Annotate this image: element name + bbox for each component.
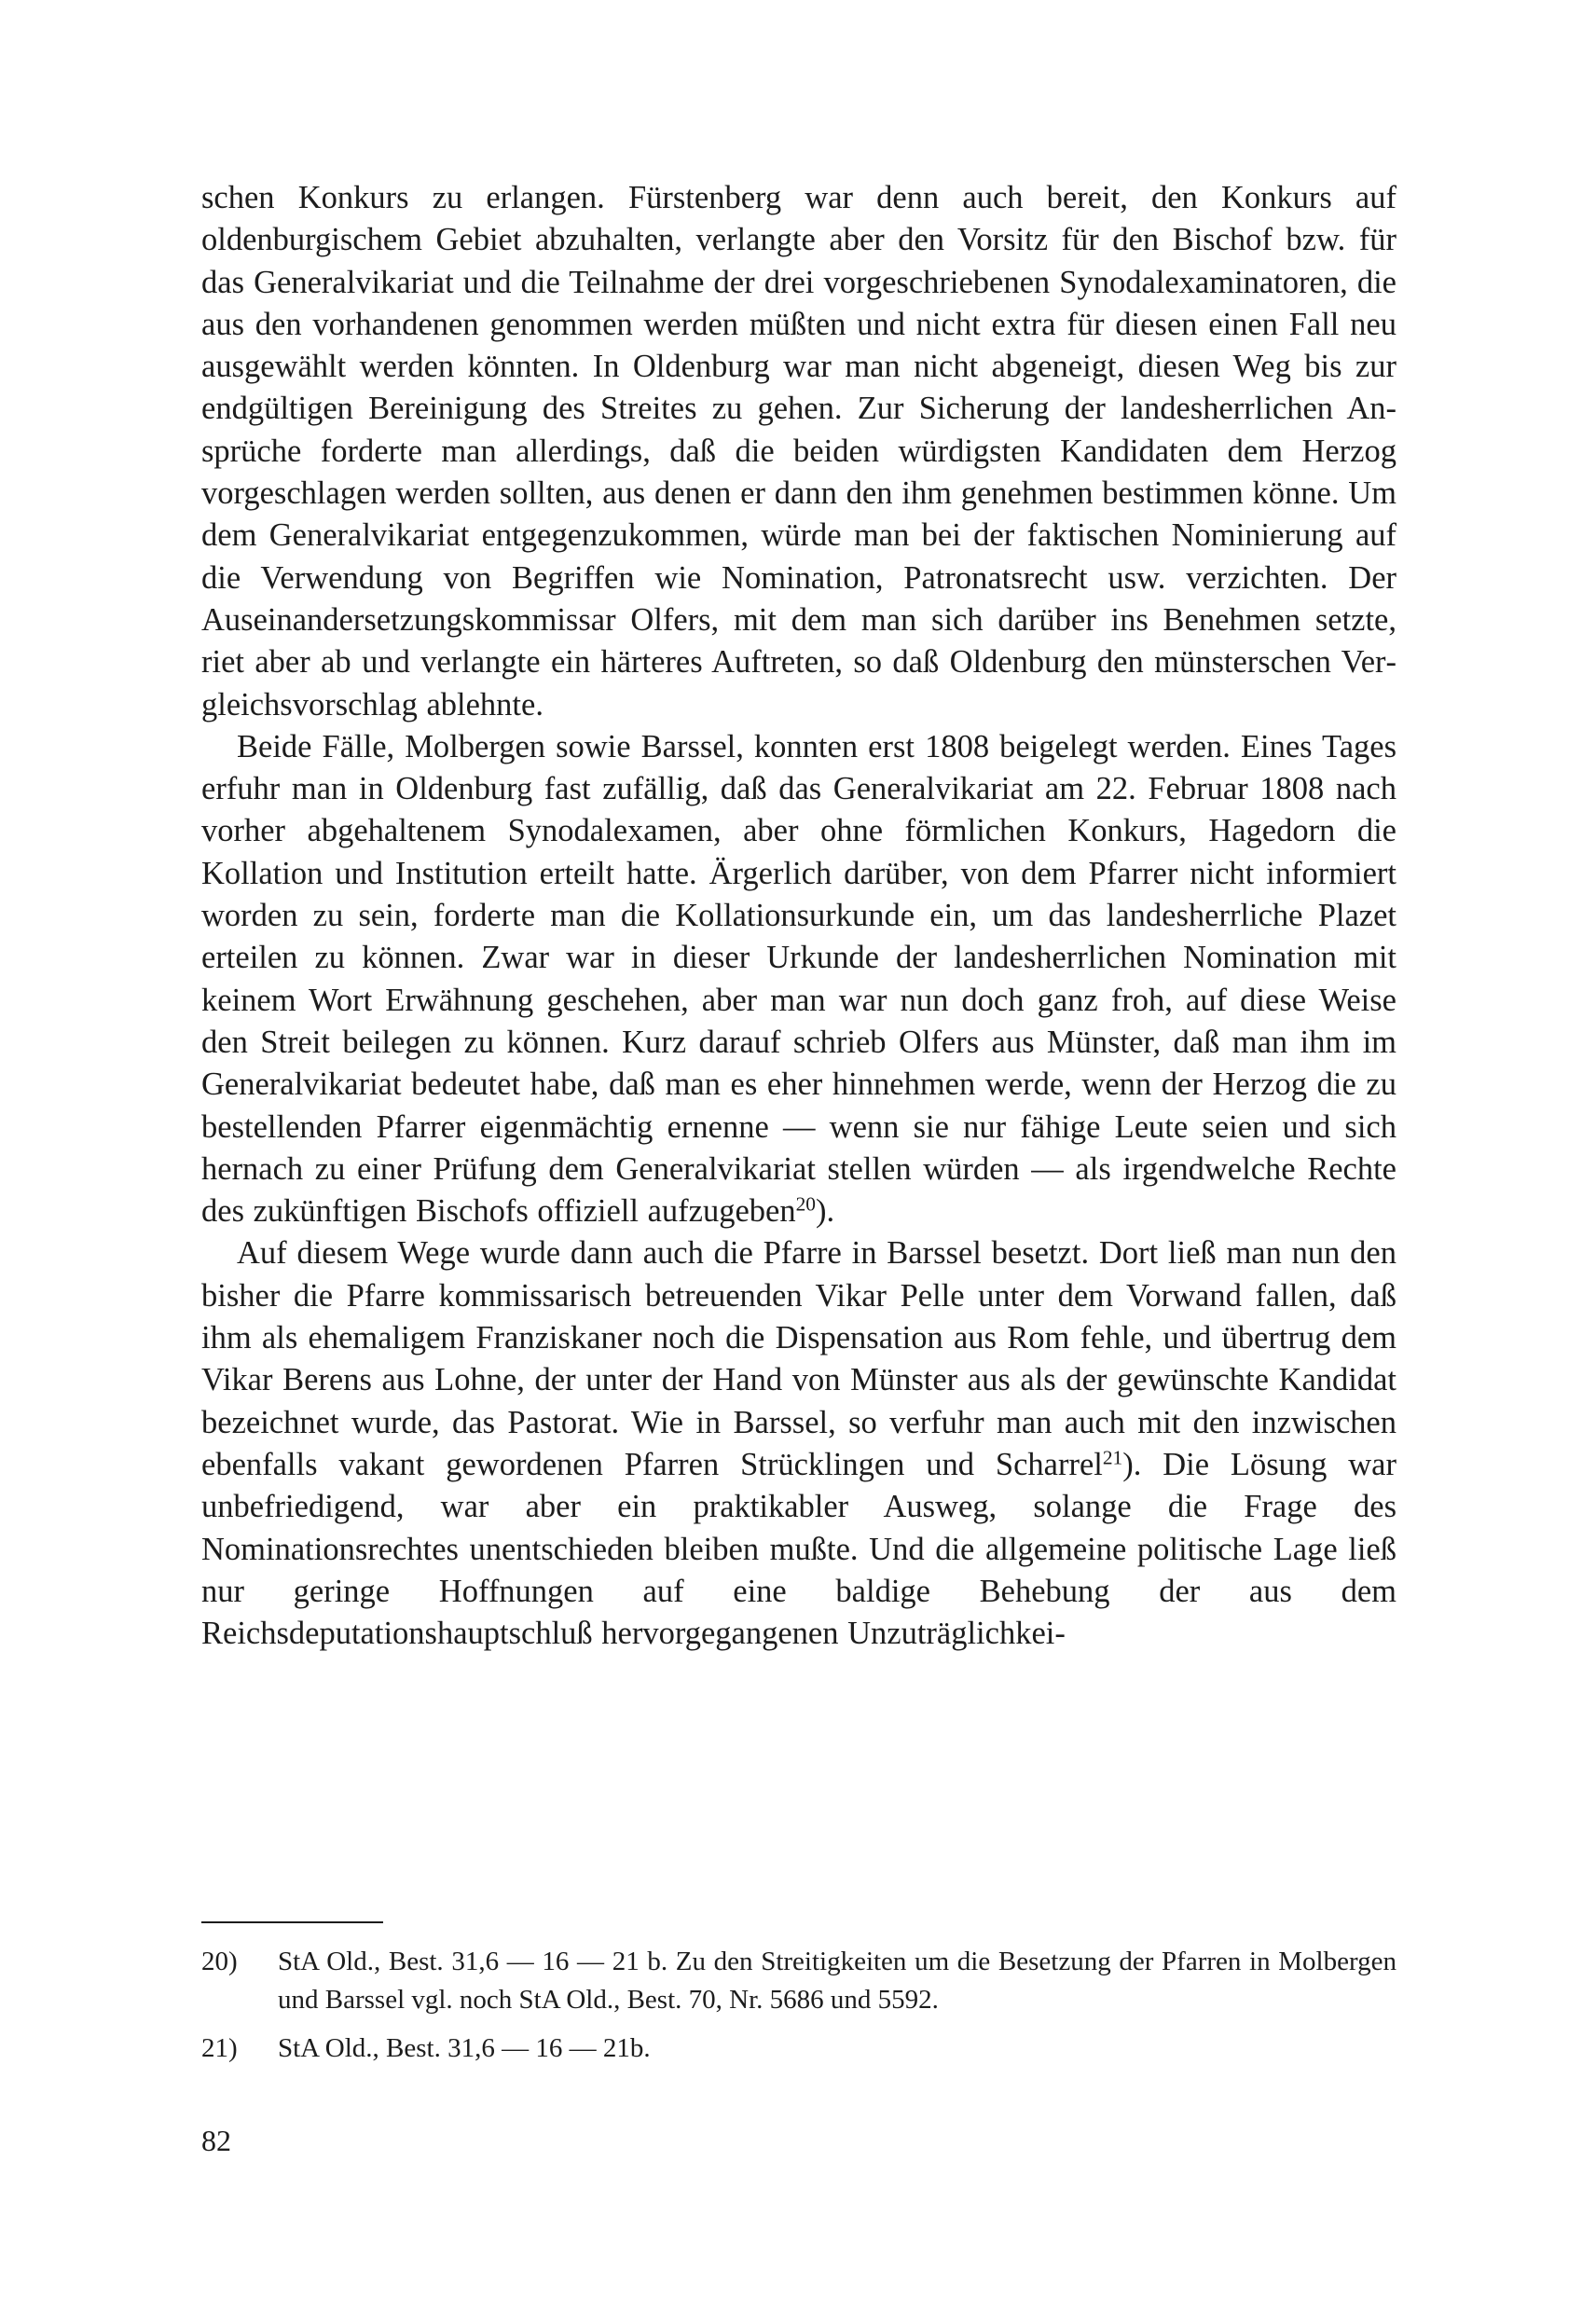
page-body: [201, 177, 1396, 1655]
paragraph-3: [201, 1232, 1396, 1655]
page-number: 82: [201, 2124, 231, 2157]
footnotes: [201, 1943, 1396, 2079]
footnote-text: StA Old., Best. 31,6 — 16 — 21b.: [278, 2033, 651, 2063]
footnote-ref-20: 20: [795, 1192, 816, 1216]
footnote-20: [201, 1943, 1396, 2018]
footnote-separator: [201, 1921, 383, 1923]
paragraph-1: schen Konkurs zu erlangen. Fürstenberg war denn auch bereit, den Konkurs auf oldenburgischem Gebiet abzuhalten, verlangte aber den Vorsitz für den Bischof bzw. für das Generalvikariat und die Teilnahme der drei vorgeschriebenen Synodalexaminatoren, die aus den vorhandenen genommen werden müßten und nicht extra für diesen einen Fall neu ausgewählt werden könnten. In Oldenburg war man nicht abgeneigt, diesen Weg bis zur endgültigen Bereinigung des Streites zu gehen. Zur Sicherung der landesherrlichen Ansprüche forderte man allerdings, daß die beiden würdigsten Kandidaten dem Herzog vorgeschlagen werden sollten, aus denen er dann den ihm genehmen bestimmen könne. Um dem Generalvikariat entgegenzukommen, würde man bei der faktischen Nominierung auf die Verwendung von Begriffen wie Nomination, Patronatsrecht usw. verzichten. Der Auseinandersetzungskommissar Olfers, mit dem man sich darüber ins Benehmen setzte, riet aber ab und verlangte ein härteres Auftreten, so daß Oldenburg den münsterschen Vergleichsvorschlag ablehnte.: [201, 180, 1396, 722]
footnote-21: [201, 2030, 1396, 2068]
footnote-number: 20): [201, 1947, 238, 1976]
paragraph-2-end: ).: [815, 1193, 835, 1230]
paragraph-2-text: Beide Fälle, Molbergen sowie Barssel, konnten erst 1808 beigelegt werden. Eines Tages erfuhr man in Oldenburg fast zufällig, daß das Generalvikariat am 22. Februar 1808 nach vorher abgehaltenem Synodalexamen, aber ohne förmlichen Konkurs, Hagedorn die Kollation und Institution erteilt hatte. Ärgerlich darüber, von dem Pfarrer nicht informiert worden zu sein, forderte man die Kollationsurkunde ein, um das landesherrliche Plazet erteilen zu können. Zwar war in dieser Urkunde der landesherrlichen Nomination mit keinem Wort Erwähnung geschehen, aber man war nun doch ganz froh, auf diese Weise den Streit beilegen zu können. Kurz darauf schrieb Olfers aus Münster, daß man ihm im Generalvikariat bedeutet habe, daß man es eher hinnehmen werde, wenn der Herzog die zu bestellenden Pfarrer eigenmächtig ernenne — wenn sie nur fähige Leute seien und sich hernach zu einer Prüfung dem Generalvikariat stellen würden — als irgendwelche Rechte des zukünftigen Bischofs offiziell aufzugeben: [201, 728, 1396, 1230]
paragraph-3-end: ). Die Lösung war unbefriedigend, war aber ein praktikabler Ausweg, solange die Frage des Nominationsrechtes unentschieden bleiben mußte. Und die allgemeine politische Lage ließ nur geringe Hoffnungen auf eine baldige Behebung der aus dem Reichsdeputationshauptschluß hervorgegangenen Unzuträglichkei-: [201, 1446, 1396, 1652]
paragraph-3-text: Auf diesem Wege wurde dann auch die Pfarre in Barssel besetzt. Dort ließ man nun den bisher die Pfarre kommissarisch betreuenden Vikar Pelle unter dem Vorwand fallen, daß ihm als ehemaligem Franziskaner noch die Dispensation aus Rom fehle, und übertrug dem Vikar Berens aus Lohne, der unter der Hand von Münster aus als der gewünschte Kandidat bezeichnet wurde, das Pastorat. Wie in Barssel, so verfuhr man auch mit den inzwischen ebenfalls vakant gewordenen Pfarren Strücklingen und Scharrel: [201, 1235, 1396, 1482]
paragraph-2: [201, 726, 1396, 1233]
footnote-text: StA Old., Best. 31,6 — 16 — 21 b. Zu den Streitigkeiten um die Besetzung der Pfarren in Molbergen und Barssel vgl. noch StA Old., Best. 70, Nr. 5686 und 5592.: [278, 1947, 1396, 2015]
footnote-ref-21: 21: [1102, 1446, 1123, 1469]
footnote-number: 21): [201, 2033, 238, 2063]
